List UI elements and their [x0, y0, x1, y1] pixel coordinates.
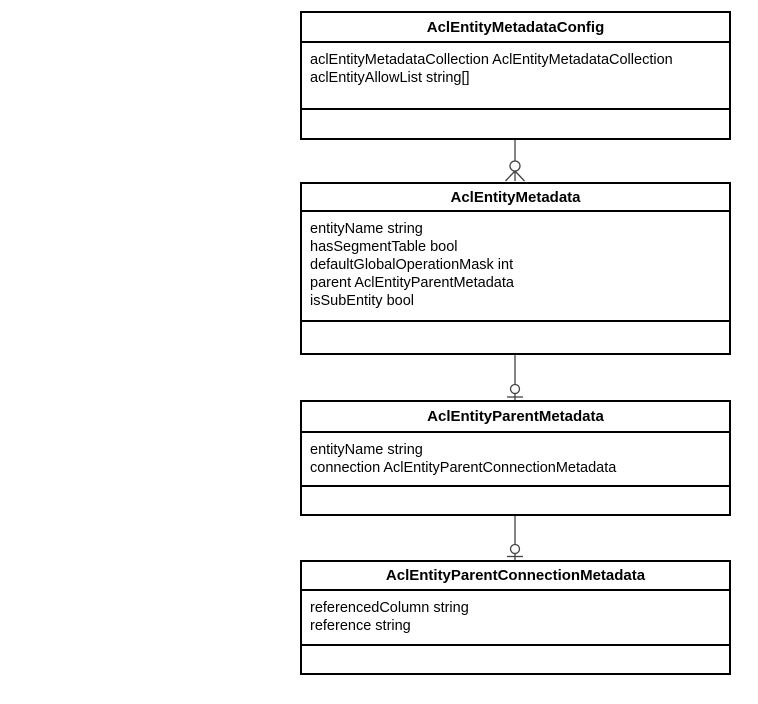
- zero-or-one-circle-marker: [511, 545, 520, 554]
- class-attributes-section: [302, 212, 729, 322]
- connector-parent-to-connection: [507, 516, 523, 560]
- attribute: reference string: [310, 618, 411, 634]
- connector-metadata-to-parent: [507, 355, 523, 400]
- class-methods-section-empty: [302, 322, 729, 353]
- attribute: parent AclEntityParentMetadata: [310, 275, 514, 291]
- attribute: hasSegmentTable bool: [310, 239, 458, 255]
- class-methods-section-empty: [302, 646, 729, 673]
- attribute: entityName string: [310, 442, 423, 458]
- attribute: referencedColumn string: [310, 600, 469, 616]
- class-box-acl-entity-parent-metadata: [300, 400, 731, 516]
- class-methods-section-empty: [302, 487, 729, 514]
- class-attributes-section: [302, 43, 729, 110]
- attribute: aclEntityMetadataCollection AclEntityMetadataCollection: [310, 52, 673, 68]
- attribute: isSubEntity bool: [310, 293, 414, 309]
- class-title: AclEntityMetadata: [302, 184, 729, 212]
- class-box-acl-entity-metadata-config: [300, 11, 731, 140]
- zero-or-one-circle-marker: [511, 385, 520, 394]
- attribute: defaultGlobalOperationMask int: [310, 257, 514, 273]
- attribute: entityName string: [310, 221, 423, 237]
- class-title: AclEntityMetadataConfig: [302, 13, 729, 43]
- class-attributes-section: [302, 591, 729, 646]
- zero-or-many-circle-marker: [510, 161, 520, 171]
- class-methods-section-empty: [302, 110, 729, 138]
- class-title: AclEntityParentConnectionMetadata: [302, 562, 729, 591]
- connector-config-to-metadata: [506, 140, 525, 181]
- class-attributes-section: [302, 433, 729, 487]
- crows-foot-marker: [506, 171, 525, 181]
- class-box-acl-entity-parent-connection-metadata: [300, 560, 731, 675]
- class-box-acl-entity-metadata: [300, 182, 731, 355]
- attribute: connection AclEntityParentConnectionMetadata: [310, 460, 617, 476]
- class-title: AclEntityParentMetadata: [302, 402, 729, 433]
- attribute: aclEntityAllowList string[]: [310, 70, 470, 86]
